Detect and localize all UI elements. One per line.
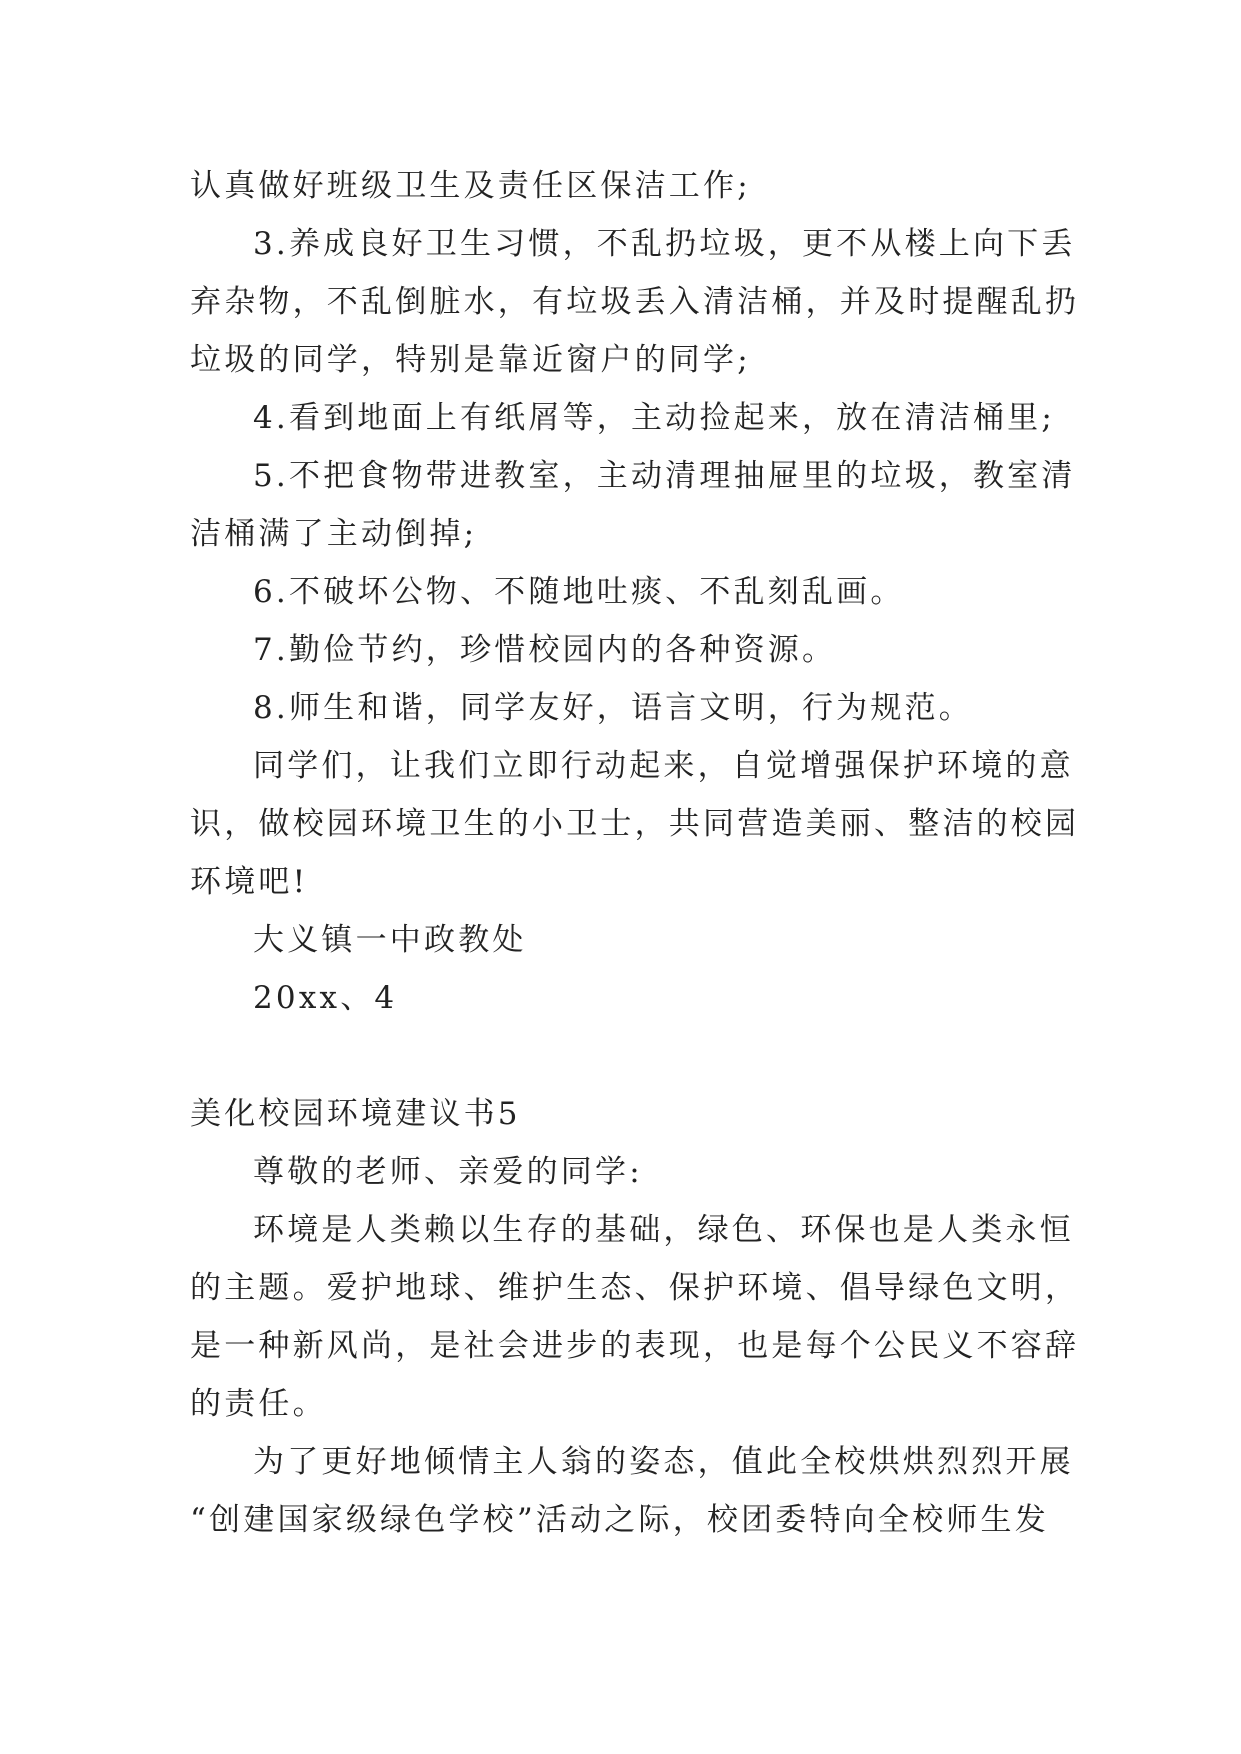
salutation: 尊敬的老师、亲爱的同学: (253, 1154, 643, 1190)
text-line: 为了更好地倾情主人翁的姿态，值此全校烘烘烈烈开展 (253, 1444, 1074, 1480)
text-line: 是一种新风尚，是社会进步的表现，也是每个公民义不容辞 (190, 1328, 1080, 1364)
text-line: 4.看到地面上有纸屑等，主动捡起来，放在清洁桶里; (253, 400, 1056, 436)
text-line: 7.勤俭节约，珍惜校园内的各种资源。 (253, 632, 837, 668)
text-line: 的责任。 (190, 1386, 327, 1422)
signature-org: 大义镇一中政教处 (253, 922, 527, 958)
text-line: 8.师生和谐，同学友好，语言文明，行为规范。 (253, 690, 973, 726)
text-line: 垃圾的同学，特别是靠近窗户的同学; (190, 342, 751, 378)
text-line: 5.不把食物带进教室，主动清理抽屉里的垃圾，教室清 (253, 458, 1076, 494)
signature-date: 20xx、4 (253, 980, 398, 1016)
text-line: 的主题。爱护地球、维护生态、保护环境、倡导绿色文明， (190, 1270, 1080, 1306)
text-line: 6.不破坏公物、不随地吐痰、不乱刻乱画。 (253, 574, 905, 610)
text-line: “创建国家级绿色学校”活动之际，校团委特向全校师生发 (190, 1502, 1049, 1538)
text-line: 洁桶满了主动倒掉; (190, 516, 478, 552)
text-line: 弃杂物，不乱倒脏水，有垃圾丢入清洁桶，并及时提醒乱扔 (190, 284, 1080, 320)
text-line: 同学们，让我们立即行动起来，自觉增强保护环境的意 (253, 748, 1074, 784)
text-line: 环境吧! (190, 864, 309, 900)
text-line: 识，做校园环境卫生的小卫士，共同营造美丽、整洁的校园 (190, 806, 1080, 842)
text-line: 3.养成良好卫生习惯，不乱扔垃圾，更不从楼上向下丢 (253, 226, 1076, 262)
section-title: 美化校园环境建议书5 (190, 1096, 521, 1132)
text-line: 环境是人类赖以生存的基础，绿色、环保也是人类永恒 (253, 1212, 1074, 1248)
text-line: 认真做好班级卫生及责任区保洁工作; (190, 168, 751, 204)
